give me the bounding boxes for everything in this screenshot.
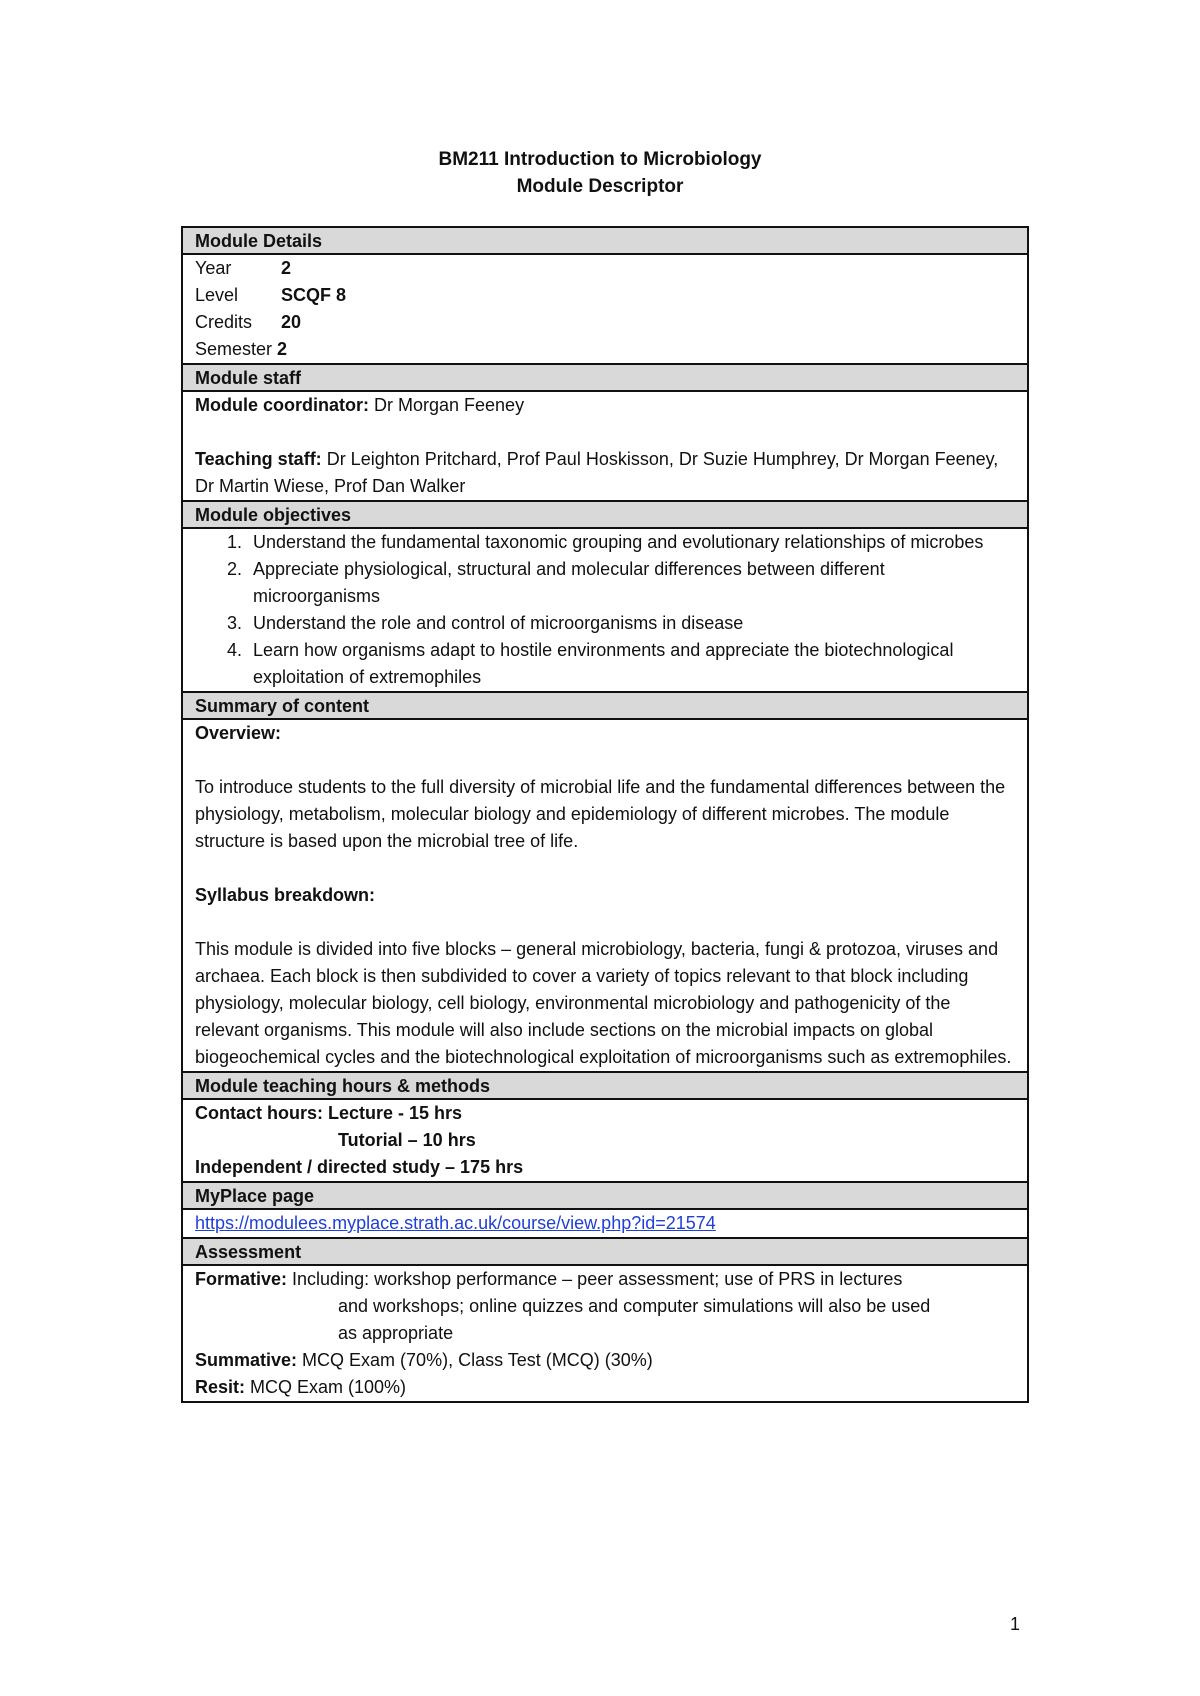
summary-body: [183, 720, 1027, 1073]
detail-value: SCQF 8: [281, 285, 347, 305]
detail-row-credits: [195, 309, 1015, 336]
module-details-header: Module Details: [183, 228, 1027, 255]
syllabus-text: This module is divided into five blocks – general microbiology, bacteria, fungi & protozoa, viruses and archaea. Each block is then subdivided to cover a variety of topics relevant to that block including physiology, molecular biology, cell biology, environmental microbiology and pathogenicity of the relevant organisms. This module will also include sections on the microbial impacts on global biogeochemical cycles and the biotechnological exploitation of microorganisms such as extremophiles.: [195, 939, 1012, 1067]
resit-label: Resit:: [195, 1377, 246, 1397]
myplace-header: MyPlace page: [183, 1183, 1027, 1210]
objective-item: 4. Learn how organisms adapt to hostile environments and appreciate the biotechnological exploitation of extremophiles: [247, 637, 1015, 691]
resit-line: [195, 1374, 1015, 1401]
tutorial-line: Tutorial – 10 hrs: [338, 1130, 476, 1150]
myplace-link[interactable]: https://modulees.myplace.strath.ac.uk/course/view.php?id=21574: [195, 1213, 716, 1233]
semester-label: Semester: [195, 339, 273, 359]
detail-row-semester: [195, 336, 1015, 363]
summative-value: MCQ Exam (70%), Class Test (MCQ) (30%): [297, 1350, 653, 1370]
resit-value: MCQ Exam (100%): [245, 1377, 407, 1397]
objectives-list: [183, 529, 1015, 691]
formative-text-3: as appropriate: [338, 1323, 454, 1343]
coordinator-line: [195, 392, 1015, 419]
detail-value: 20: [281, 312, 302, 332]
assessment-header: Assessment: [183, 1239, 1027, 1266]
module-staff-body: [183, 392, 1027, 502]
assessment-body: [183, 1266, 1027, 1401]
objective-item: 3. Understand the role and control of microorganisms in disease: [247, 610, 1015, 637]
module-descriptor-table: [181, 226, 1029, 1403]
page-number: 1: [1010, 1614, 1021, 1634]
objective-item: 2. Appreciate physiological, structural and molecular differences between different microorganisms: [247, 556, 1015, 610]
summary-header: Summary of content: [183, 693, 1027, 720]
module-objectives-header: Module objectives: [183, 502, 1027, 529]
overview-text: To introduce students to the full diversity of microbial life and the fundamental differences between the physiology, metabolism, molecular biology and epidemiology of different microbes. The module structure is based upon the microbial tree of life.: [195, 777, 1006, 851]
formative-line: [195, 1266, 1015, 1293]
teaching-body: [183, 1100, 1027, 1183]
teaching-staff-line: [195, 446, 1015, 500]
detail-row-level: [195, 282, 1015, 309]
coordinator-label: Module coordinator:: [195, 395, 369, 415]
semester-value: 2: [277, 339, 288, 359]
syllabus-label: Syllabus breakdown:: [195, 885, 376, 905]
contact-hours-line: Contact hours: Lecture - 15 hrs: [195, 1103, 463, 1123]
detail-value: 2: [281, 258, 292, 278]
module-details-body: [183, 255, 1027, 365]
teaching-staff-value: Dr Leighton Pritchard, Prof Paul Hoskisson, Dr Suzie Humphrey, Dr Morgan Feeney, Dr Martin Wiese, Prof Dan Walker: [195, 449, 999, 496]
title-line-2: Module Descriptor: [516, 176, 684, 197]
coordinator-value: Dr Morgan Feeney: [369, 395, 525, 415]
teaching-staff-label: Teaching staff:: [195, 449, 322, 469]
module-objectives-body: [183, 529, 1027, 693]
formative-label: Formative:: [195, 1269, 288, 1289]
summative-line: [195, 1347, 1015, 1374]
detail-label: Year: [195, 258, 232, 278]
detail-label: Credits: [195, 312, 253, 332]
formative-text-1: Including: workshop performance – peer assessment; use of PRS in lectures: [287, 1269, 903, 1289]
overview-label: Overview:: [195, 723, 282, 743]
detail-label: Level: [195, 285, 239, 305]
teaching-header: Module teaching hours & methods: [183, 1073, 1027, 1100]
detail-row-year: [195, 255, 1015, 282]
myplace-body: [183, 1210, 1027, 1239]
summative-label: Summative:: [195, 1350, 298, 1370]
document-title: [0, 146, 1200, 200]
title-line-1: BM211 Introduction to Microbiology: [438, 149, 762, 170]
module-staff-header: Module staff: [183, 365, 1027, 392]
objective-item: 1. Understand the fundamental taxonomic grouping and evolutionary relationships of microbes: [247, 529, 1015, 556]
formative-text-2: and workshops; online quizzes and computer simulations will also be used: [338, 1296, 931, 1316]
independent-study-line: Independent / directed study – 175 hrs: [195, 1157, 524, 1177]
